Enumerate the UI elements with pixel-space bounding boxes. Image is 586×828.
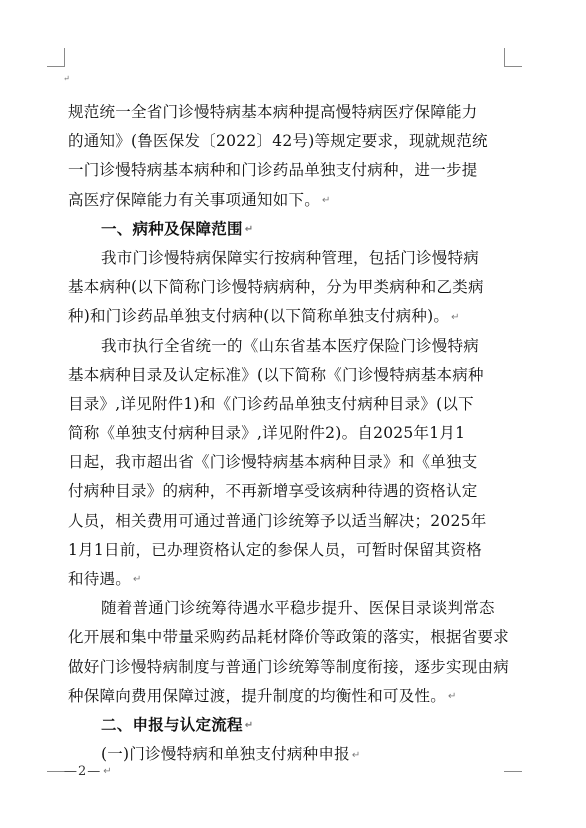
line-text: 基本病种目录及认定标准》(以下简称《门诊慢特病基本病种 <box>68 365 484 384</box>
paragraph-mark-icon: ↵ <box>351 749 361 761</box>
text-line <box>68 390 518 419</box>
line-text: 二、申报与认定流程 <box>101 716 243 735</box>
crop-mark-bottom-left-h <box>47 771 65 772</box>
text-line <box>68 273 518 302</box>
text-line <box>68 653 518 682</box>
line-text: 规范统一全省门诊慢特病基本病种提高慢特病医疗保障能力 <box>68 103 478 121</box>
text-line <box>68 623 518 652</box>
crop-mark-top-left-h <box>47 66 65 67</box>
text-line <box>68 682 518 711</box>
crop-mark-top-left-v <box>64 48 65 66</box>
crop-mark-top-right-v <box>504 48 505 66</box>
line-text: 一门诊慢特病基本病种和门诊药品单独支付病种，进一步提 <box>68 161 478 180</box>
paragraph-mark-icon: ↵ <box>103 766 113 777</box>
line-text: 人员，相关费用可通过普通门诊统筹予以适当解决；2025年 <box>68 511 487 530</box>
text-line <box>68 98 518 127</box>
text-line <box>68 361 518 390</box>
line-text: 日起，我市超出省《门诊慢特病基本病种目录》和《单独支 <box>68 453 478 472</box>
text-line <box>68 740 518 769</box>
line-text: 基本病种(以下简称门诊慢特病病种，分为甲类病种和乙类病 <box>68 278 484 297</box>
crop-mark-top-right-h <box>504 66 522 67</box>
paragraph-mark-icon: ↵ <box>244 223 254 235</box>
paragraph-mark-icon: ↵ <box>451 311 460 323</box>
text-line <box>68 594 518 623</box>
paragraph-mark-icon: ↵ <box>244 719 254 731</box>
line-text: 我市门诊慢特病保障实行按病种管理，包括门诊慢特病 <box>101 248 480 267</box>
line-text: 随着普通门诊统筹待遇水平稳步提升、医保目录谈判常态 <box>101 599 495 618</box>
line-text: 简称《单独支付病种目录》,详见附件2)。自2025年1月1 <box>68 424 466 443</box>
line-text: (一)门诊慢特病和单独支付病种申报 <box>101 745 350 764</box>
text-line <box>68 448 518 477</box>
line-text: 种)和门诊药品单独支付病种(以下简称单独支付病种)。 <box>68 307 450 326</box>
text-line <box>68 536 518 565</box>
line-text: 种保障向费用保障过渡，提升制度的均衡性和可及性。 <box>68 686 447 705</box>
text-line <box>68 565 518 594</box>
document-body[interactable] <box>68 98 518 769</box>
paragraph-mark-icon: ↵ <box>448 691 457 703</box>
line-text: 做好门诊慢特病制度与普通门诊统筹等制度衔接，逐步实现由病 <box>68 657 510 676</box>
page-number-text: —2— <box>64 764 102 779</box>
text-line <box>68 186 518 215</box>
paragraph-mark-icon: ↵ <box>322 194 331 206</box>
text-line <box>68 127 518 156</box>
page-number <box>64 764 113 779</box>
text-line <box>68 332 518 361</box>
paragraph-mark-icon: ↵ <box>133 574 142 586</box>
line-text: 目录》,详见附件1)和《门诊药品单独支付病种目录》(以下 <box>68 394 474 413</box>
text-line <box>68 302 518 331</box>
text-line <box>68 244 518 273</box>
line-text: 我市执行全省统一的《山东省基本医疗保险门诊慢特病 <box>101 336 480 355</box>
text-line <box>68 477 518 506</box>
line-text: 和待遇。 <box>68 570 132 588</box>
crop-mark-bottom-right-h <box>504 771 522 772</box>
section-heading <box>68 215 518 244</box>
section-heading <box>68 711 518 740</box>
paragraph-mark-top: ↵ <box>63 74 70 83</box>
line-text: 化开展和集中带量采购药品耗材降价等政策的落实，根据省要求 <box>68 628 510 647</box>
line-text: 1月1日前，已办理资格认定的参保人员，可暂时保留其资格 <box>68 540 482 559</box>
line-text: 的通知》(鲁医保发〔2022〕42号)等规定要求，现就规范统 <box>68 132 488 151</box>
text-line <box>68 419 518 448</box>
text-line <box>68 156 518 185</box>
line-text: 一、病种及保障范围 <box>101 219 243 238</box>
line-text: 付病种目录》的病种，不再新增享受该病种待遇的资格认定 <box>68 482 478 501</box>
line-text: 高医疗保障能力有关事项通知如下。 <box>68 190 321 209</box>
text-line <box>68 507 518 536</box>
